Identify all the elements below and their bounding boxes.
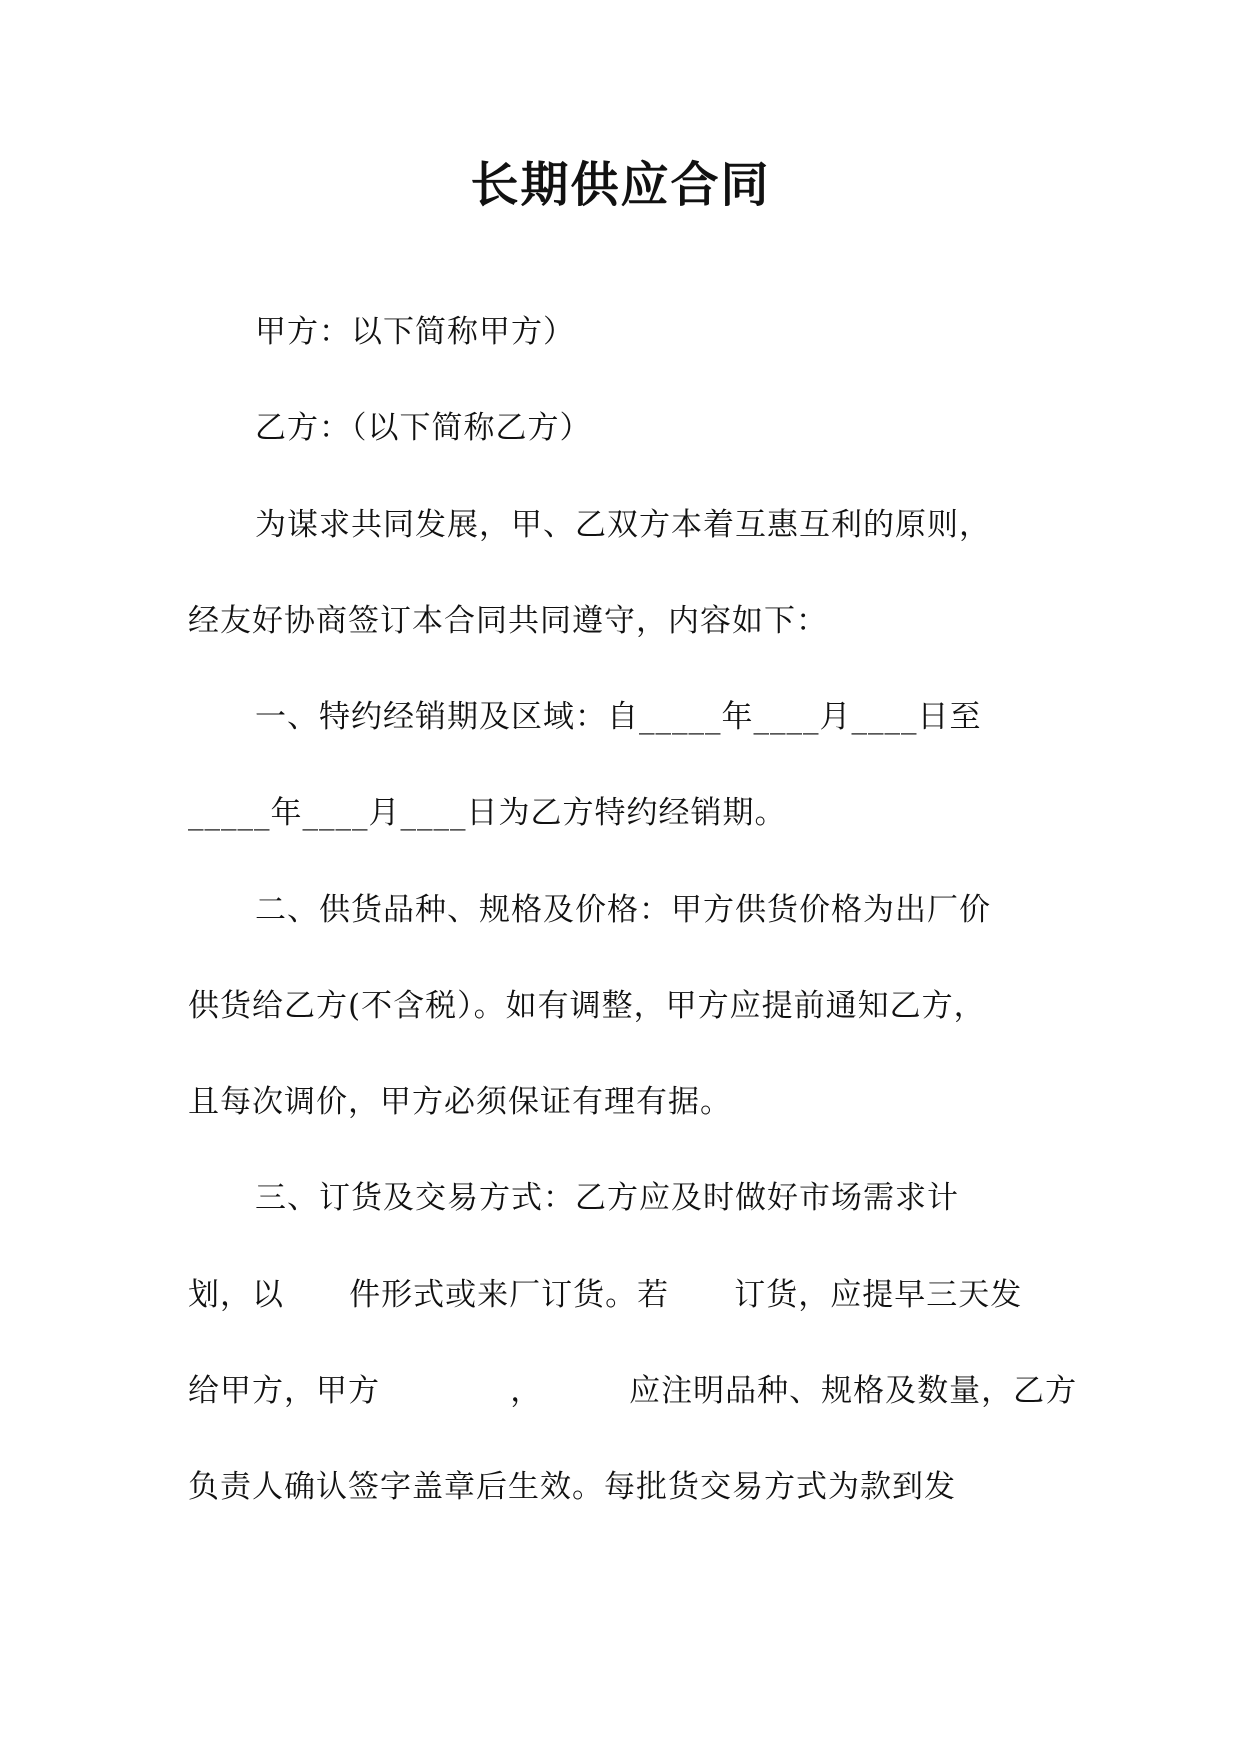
clause-1-line-1: 一、特约经销期及区域：自_____年____月____日至	[255, 699, 982, 735]
party-b-line: 乙方：（以下简称乙方）	[255, 410, 592, 446]
clause-2-line-1: 二、供货品种、规格及价格：甲方供货价格为出厂价	[255, 892, 991, 928]
document-title: 长期供应合同	[470, 157, 771, 213]
party-a-line: 甲方：以下简称甲方）	[255, 314, 575, 350]
preamble-line-1: 为谋求共同发展，甲、乙双方本着互惠互利的原则，	[255, 507, 991, 543]
clause-1-line-2: _____年____月____日为乙方特约经销期。	[188, 795, 787, 831]
clause-2-line-2: 供货给乙方(不含税）。如有调整，甲方应提前通知乙方，	[188, 988, 986, 1024]
preamble-line-2: 经友好协商签订本合同共同遵守，内容如下：	[188, 603, 828, 639]
clause-3-line-1: 三、订货及交易方式：乙方应及时做好市场需求计	[255, 1180, 959, 1216]
clause-3-line-3: 给甲方，甲方 ， 应注明品种、规格及数量，乙方	[188, 1373, 1078, 1409]
clause-2-line-3: 且每次调价，甲方必须保证有理有据。	[188, 1084, 732, 1120]
clause-3-line-2: 划，以 件形式或来厂订货。若 订货，应提早三天发	[188, 1277, 1023, 1313]
clause-3-line-4: 负责人确认签字盖章后生效。每批货交易方式为款到发	[188, 1469, 956, 1505]
